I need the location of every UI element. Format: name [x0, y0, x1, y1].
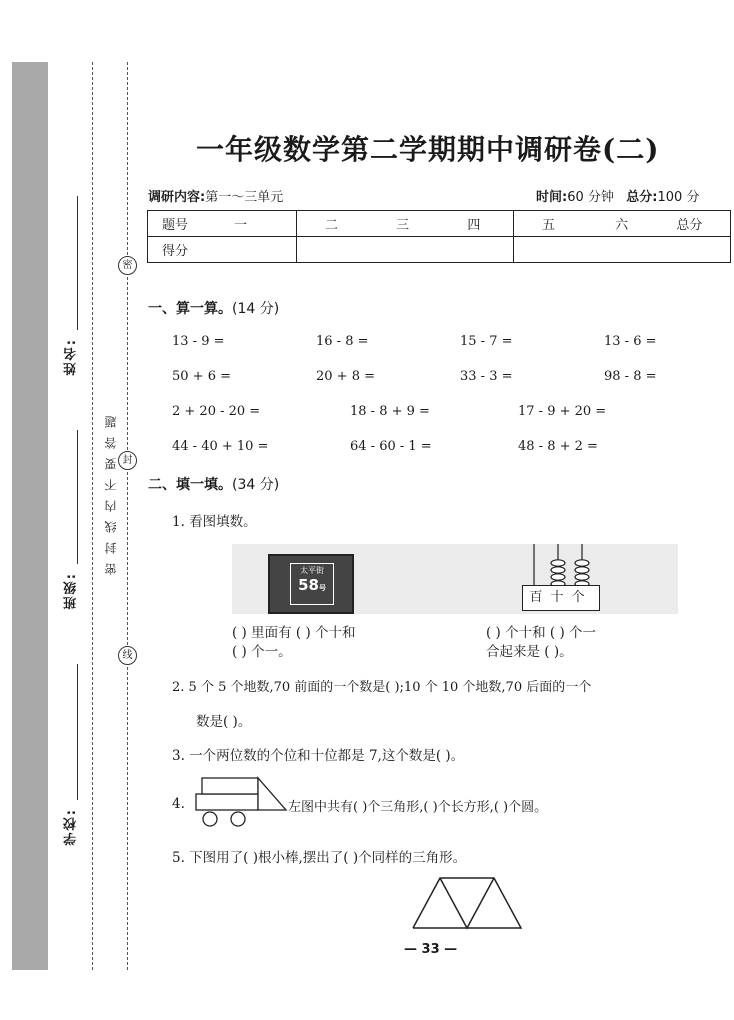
calc-item: 13 - 9 = — [172, 334, 225, 349]
sign-number: 58 — [298, 576, 319, 594]
calc-item: 33 - 3 = — [460, 369, 513, 384]
question-4: 左图中共有( )个三角形,( )个长方形,( )个圆。 — [288, 800, 548, 815]
time-label: 时间: — [536, 190, 568, 205]
score-header-4: 四 — [467, 218, 481, 233]
seal-circle-feng: 封 — [118, 451, 137, 470]
sign-street: 太平街 — [300, 566, 324, 575]
score-header-2: 二 — [325, 218, 339, 233]
score-table-score-row — [148, 237, 731, 263]
calc-item: 2 + 20 - 20 = — [172, 404, 261, 419]
cut-line-left — [92, 62, 93, 970]
class-field[interactable] — [77, 430, 78, 564]
house-number-sign — [268, 554, 354, 614]
question-1-right-line-1: ( ) 个十和 ( ) 个一 — [486, 625, 597, 641]
score-header-cell — [297, 211, 514, 237]
time-value: 60 分钟 — [567, 190, 614, 205]
cut-line-right — [127, 62, 128, 970]
sign-unit: 号 — [318, 584, 326, 592]
name-label: 姓名: — [64, 338, 79, 376]
question-2-line-1: 2. 5 个 5 个地数,70 前面的一个数是( );10 个 10 个地数,70 后面的一个 — [172, 680, 592, 695]
exam-content — [148, 186, 283, 205]
question-5: 5. 下图用了( )根小棒,摆出了( )个同样的三角形。 — [172, 850, 467, 866]
question-1: 1. 看图填数。 — [172, 514, 257, 530]
seal-notice: 密封线内不要答题 — [104, 407, 118, 575]
section-1-points: (14 分) — [232, 301, 280, 317]
seal-circle-mi: 密 — [118, 256, 137, 275]
calc-item: 50 + 6 = — [172, 369, 231, 384]
score-cell[interactable] — [514, 237, 731, 263]
score-header-cell — [148, 211, 297, 237]
score-header-total: 总分 — [676, 218, 703, 233]
calc-item: 16 - 8 = — [316, 334, 369, 349]
score-row-label: 得分 — [148, 237, 297, 263]
school-label: 学校: — [64, 808, 79, 846]
section-2-points: (34 分) — [232, 477, 280, 493]
score-header-label: 题号 — [162, 218, 189, 233]
score-header-5: 五 — [542, 218, 556, 233]
score-header-cell — [514, 211, 731, 237]
score-header-1: 一 — [234, 218, 248, 233]
question-1-left-line-2: ( ) 个一。 — [232, 644, 292, 660]
calc-item: 17 - 9 + 20 = — [518, 404, 607, 419]
score-header-6: 六 — [615, 218, 629, 233]
score-table — [147, 210, 731, 263]
truck-figure — [194, 774, 288, 830]
calc-item: 15 - 7 = — [460, 334, 513, 349]
score-header-3: 三 — [396, 218, 410, 233]
score-cell[interactable] — [297, 237, 514, 263]
content-label: 调研内容: — [148, 190, 206, 205]
calc-item: 48 - 8 + 2 = — [518, 439, 598, 454]
name-field[interactable] — [77, 196, 78, 330]
content-value: 第一～三单元 — [205, 190, 284, 205]
page-title: 一年级数学第二学期期中调研卷(二) — [196, 133, 660, 166]
calc-item: 18 - 8 + 9 = — [350, 404, 430, 419]
school-field[interactable] — [77, 664, 78, 800]
calc-item: 44 - 40 + 10 = — [172, 439, 269, 454]
section-2-heading — [148, 474, 279, 494]
section-2-title: 二、填一填。 — [148, 477, 232, 493]
total-label: 总分: — [626, 190, 658, 205]
seal-circle-xian: 线 — [118, 646, 137, 665]
total-value: 100 分 — [657, 190, 700, 205]
calc-item: 13 - 6 = — [604, 334, 657, 349]
section-1-heading — [148, 298, 279, 318]
sign-number-row — [291, 576, 333, 597]
binding-strip — [12, 62, 48, 970]
sign-plate — [290, 563, 334, 605]
question-1-left-line-1: ( ) 里面有 ( ) 个十和 — [232, 625, 356, 641]
question-3: 3. 一个两位数的个位和十位都是 7,这个数是( )。 — [172, 748, 465, 764]
abacus-rods — [520, 542, 604, 588]
class-label: 班级: — [64, 572, 79, 610]
question-2-line-2: 数是( )。 — [196, 714, 252, 730]
score-table-header-row — [148, 211, 731, 237]
calc-item: 20 + 8 = — [316, 369, 375, 384]
section-1-title: 一、算一算。 — [148, 301, 232, 317]
question-1-right-line-2: 合起来是 ( )。 — [486, 644, 573, 660]
question-4-number: 4. — [172, 796, 185, 812]
calc-item: 98 - 8 = — [604, 369, 657, 384]
calc-item: 64 - 60 - 1 = — [350, 439, 432, 454]
exam-time-total — [536, 186, 699, 205]
triangles-figure — [410, 874, 528, 932]
abacus-label: 百十个 — [522, 585, 600, 611]
page-number: — 33 — — [404, 942, 458, 957]
